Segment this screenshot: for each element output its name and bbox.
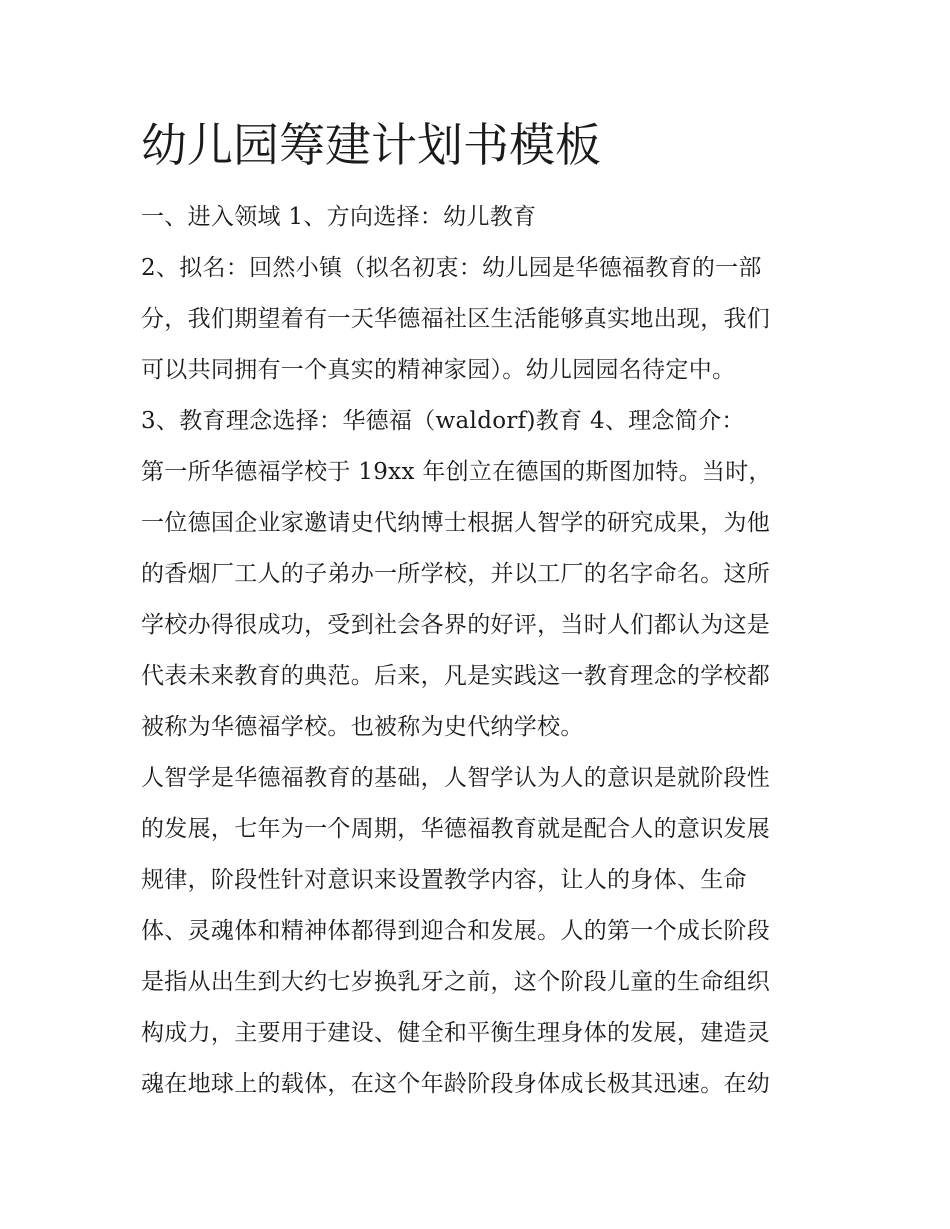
text-line: 一、进入领域 1、方向选择：幼儿教育 [141, 204, 537, 230]
document-title: 幼儿园筹建计划书模板 [141, 118, 601, 172]
text-line: 规律，阶段性针对意识来设置教学内容，让人的身体、生命 [141, 867, 747, 893]
text-line: 学校办得很成功，受到社会各界的好评，当时人们都认为这是 [141, 612, 771, 638]
text-line: 的香烟厂工人的子弟办一所学校，并以工厂的名字命名。这所 [141, 561, 771, 587]
text-line: 体、灵魂体和精神体都得到迎合和发展。人的第一个成长阶段 [141, 918, 771, 944]
text-line: 代表未来教育的典范。后来，凡是实践这一教育理念的学校都 [141, 663, 771, 689]
text-line: 是指从出生到大约七岁换乳牙之前，这个阶段儿童的生命组织 [141, 969, 771, 995]
text-line: 2、拟名：回然小镇（拟名初衷：幼儿园是华德福教育的一部 [141, 255, 762, 281]
text-line: 一位德国企业家邀请史代纳博士根据人智学的研究成果，为他 [141, 510, 771, 536]
text-line: 人智学是华德福教育的基础，人智学认为人的意识是就阶段性 [141, 765, 771, 791]
text-line: 被称为华德福学校。也被称为史代纳学校。 [141, 714, 584, 740]
document-text [141, 192, 816, 1110]
text-line: 魂在地球上的载体，在这个年龄阶段身体成长极其迅速。在幼 [141, 1071, 771, 1097]
text-line: 分，我们期望着有一天华德福社区生活能够真实地出现，我们 [141, 306, 771, 332]
text-line: 构成力，主要用于建设、健全和平衡生理身体的发展，建造灵 [141, 1020, 771, 1046]
document-body [141, 112, 816, 1110]
text-line: 可以共同拥有一个真实的精神家园）。幼儿园园名待定中。 [141, 357, 736, 383]
text-line: 3、教育理念选择：华德福（waldorf)教育 4、理念简介： [141, 408, 745, 434]
text-line: 的发展，七年为一个周期，华德福教育就是配合人的意识发展 [141, 816, 771, 842]
text-line: 第一所华德福学校于 19xx 年创立在德国的斯图加特。当时， [141, 459, 772, 485]
